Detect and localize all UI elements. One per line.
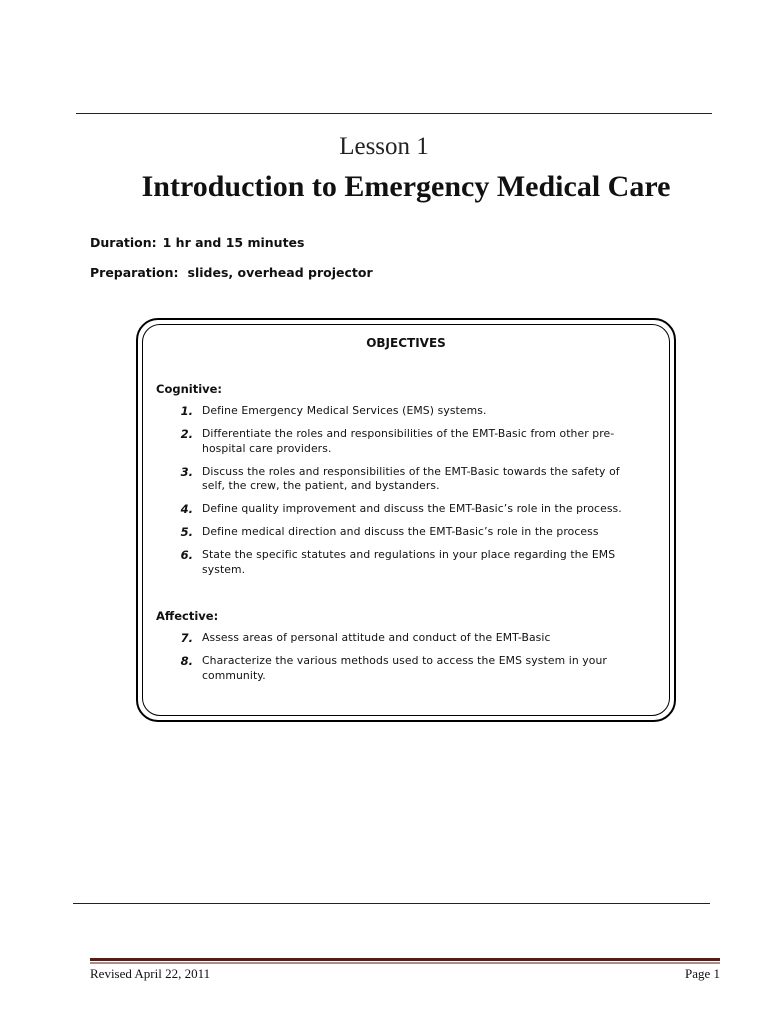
footer-rule-dark [90, 958, 720, 961]
cognitive-list [156, 404, 636, 586]
list-item [156, 525, 636, 540]
duration-label: Duration: [90, 235, 157, 250]
item-text: Assess areas of personal attitude and conduct of the EMT-Basic [202, 631, 551, 644]
item-text: Discuss the roles and responsibilities of the EMT-Basic towards the safety of self, the crew, the patient, and bystanders. [202, 464, 620, 492]
footer-rule-light [90, 962, 720, 964]
preparation-line [90, 265, 373, 280]
body-bottom-rule [73, 903, 710, 904]
item-number: 2. [180, 427, 193, 441]
list-item [156, 548, 636, 577]
preparation-value: slides, overhead projector [187, 265, 373, 280]
lesson-number: Lesson 1 [339, 133, 429, 160]
list-item [156, 465, 636, 494]
item-number: 1. [180, 404, 193, 418]
item-text: Define medical direction and discuss the EMT-Basic’s role in the process [202, 525, 599, 538]
objectives-heading: OBJECTIVES [366, 336, 446, 350]
item-number: 6. [180, 548, 193, 562]
affective-list [156, 631, 636, 692]
item-text: Characterize the various methods used to access the EMS system in your community. [202, 654, 607, 682]
list-item [156, 404, 636, 419]
preparation-label: Preparation: [90, 265, 179, 280]
item-text: Define Emergency Medical Services (EMS) systems. [202, 404, 487, 417]
list-item [156, 502, 636, 517]
objectives-box [136, 318, 676, 722]
list-item [156, 631, 636, 646]
cognitive-label: Cognitive: [156, 382, 223, 396]
duration-line [90, 235, 304, 250]
duration-value: 1 hr and 15 minutes [162, 235, 305, 250]
lesson-title: Introduction to Emergency Medical Care [141, 170, 671, 203]
item-text: Differentiate the roles and responsibilities of the EMT-Basic from other pre-hospital care providers. [202, 427, 615, 455]
item-number: 8. [180, 654, 193, 668]
item-number: 4. [180, 502, 193, 516]
affective-label: Affective: [156, 609, 219, 623]
item-number: 3. [180, 464, 193, 479]
header-rule [76, 113, 712, 114]
list-item [156, 427, 636, 456]
item-text: Define quality improvement and discuss the EMT-Basic’s role in the process. [202, 502, 622, 515]
item-number: 7. [180, 631, 193, 645]
list-item [156, 654, 636, 683]
item-text: State the specific statutes and regulations in your place regarding the EMS system. [202, 548, 616, 576]
item-number: 5. [180, 525, 193, 539]
revised-date: Revised April 22, 2011 [90, 966, 211, 981]
page-number: Page 1 [684, 966, 720, 981]
